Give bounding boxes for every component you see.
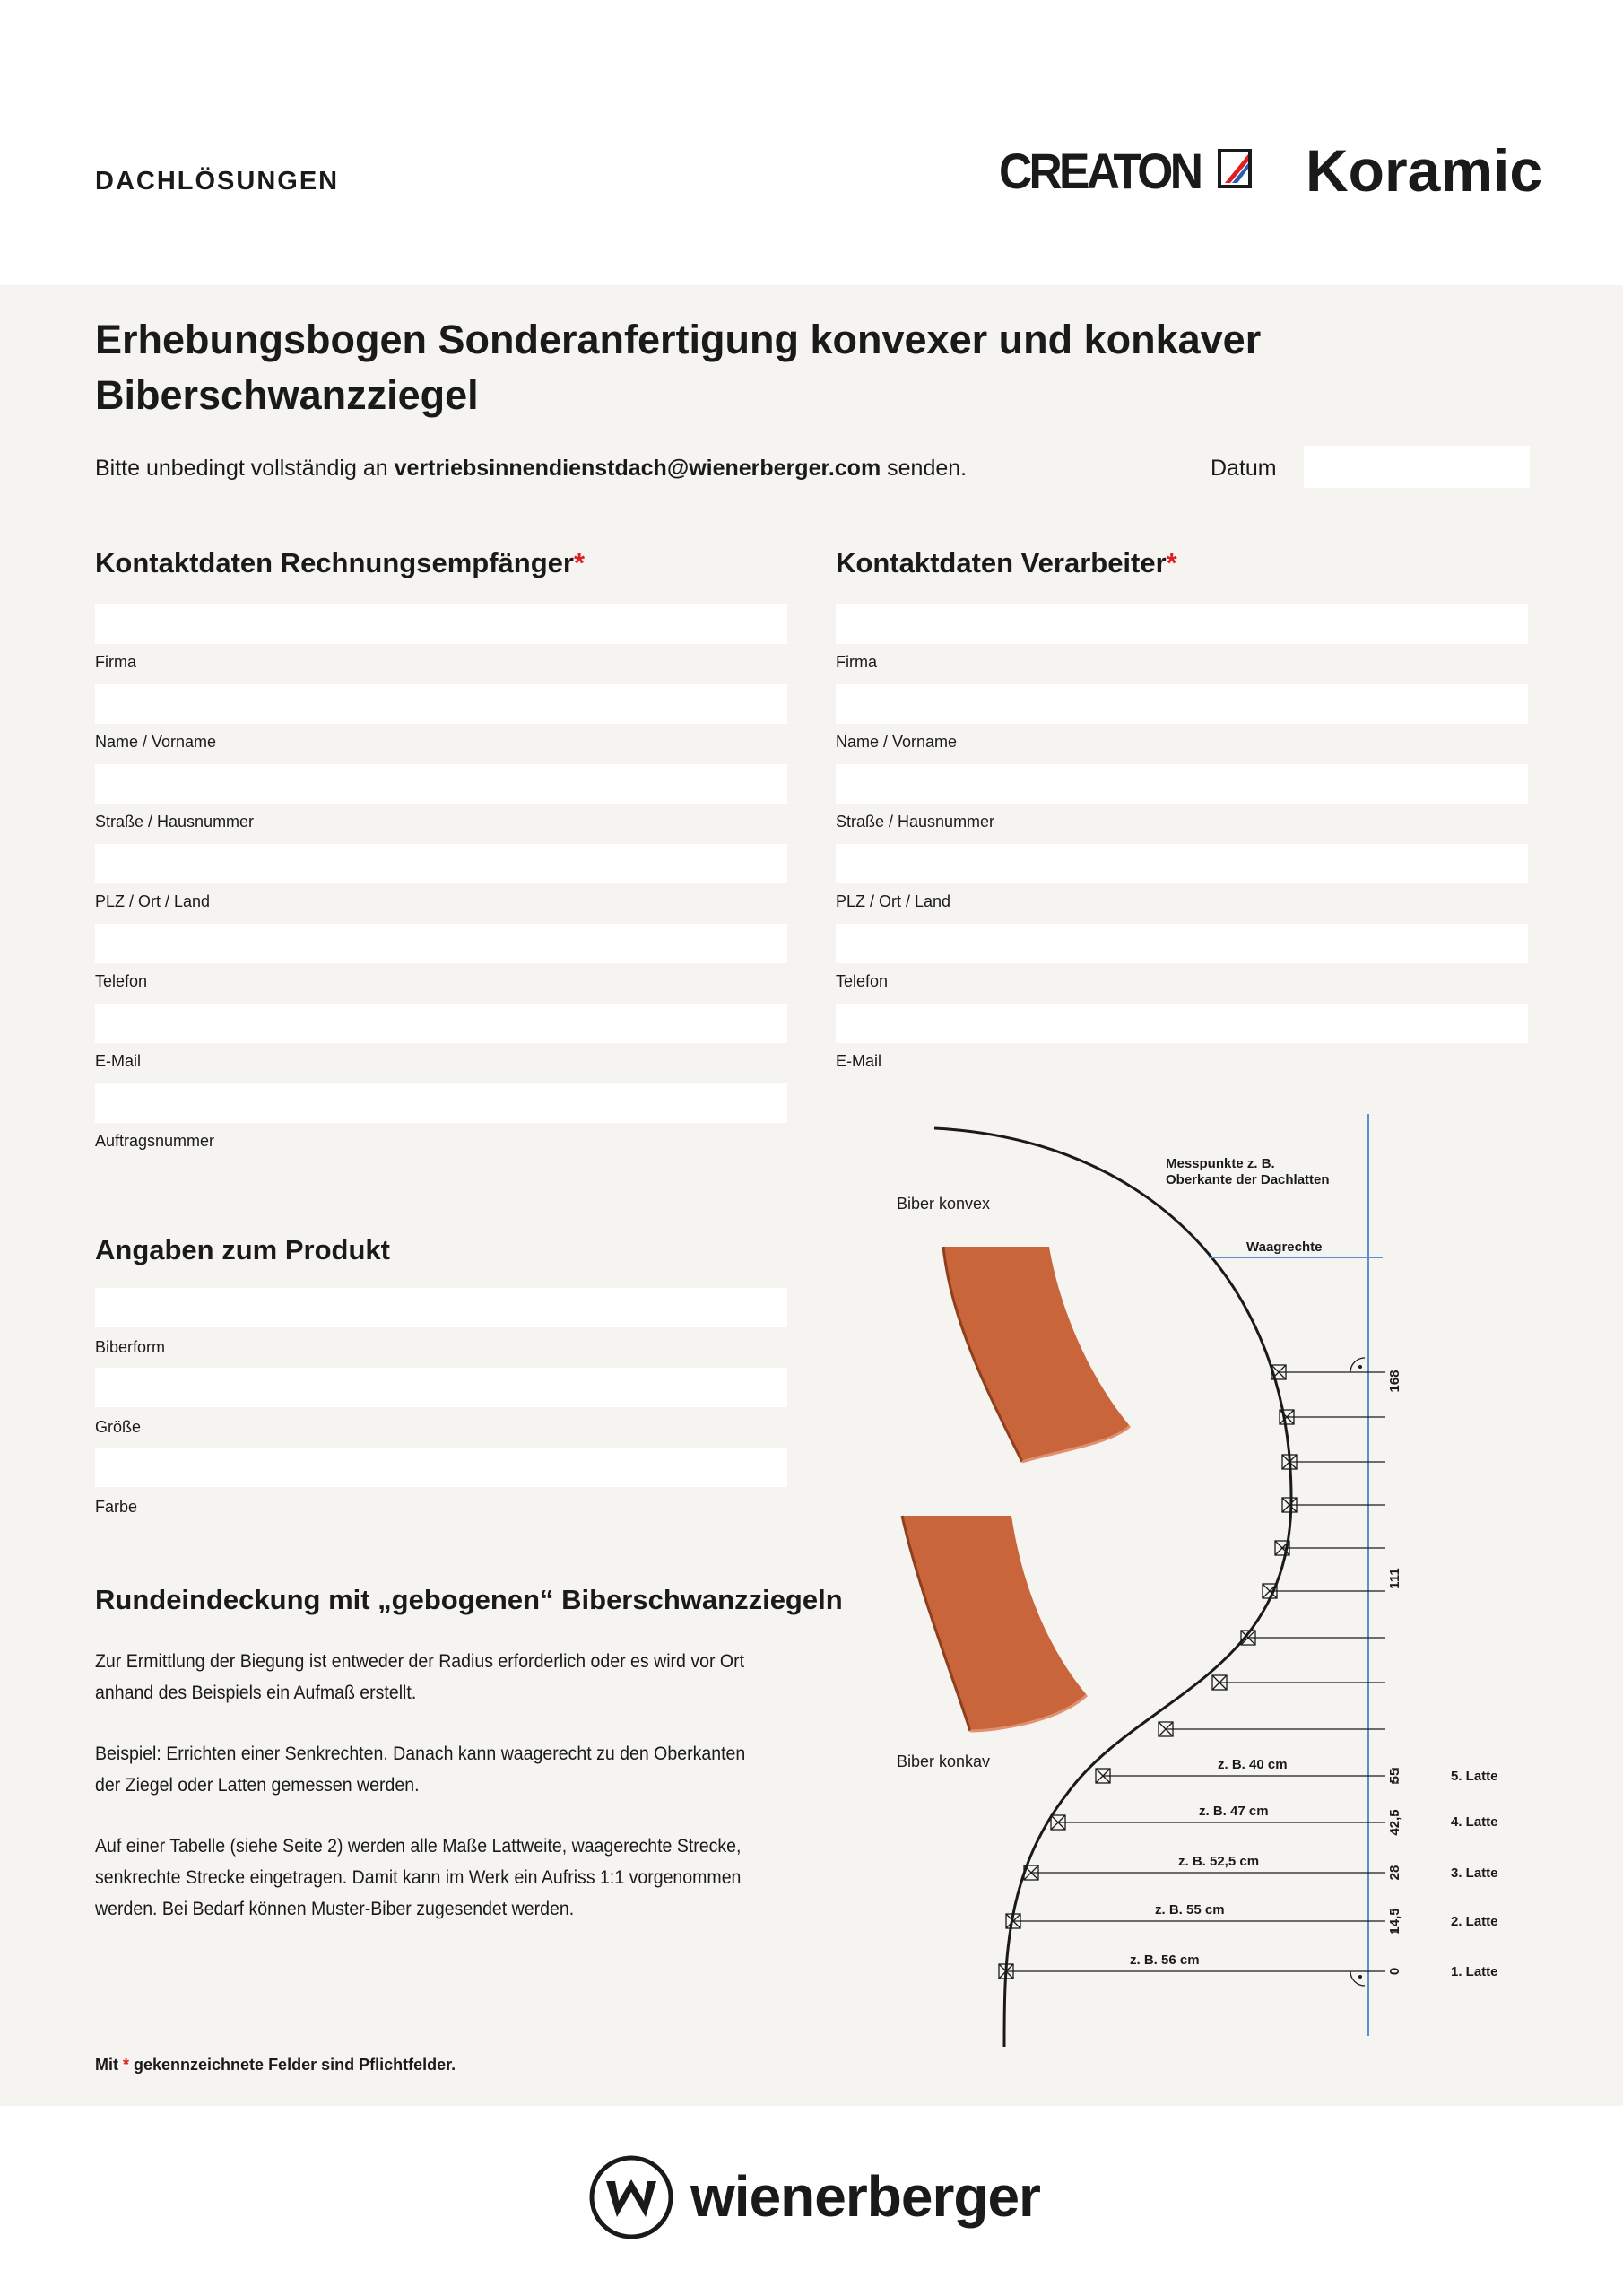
contact-email[interactable]: vertriebsinnendienstdach@wienerberger.com xyxy=(394,456,881,481)
processor-firma-label: Firma xyxy=(836,653,877,671)
processor-name-input[interactable] xyxy=(836,684,1528,724)
processor-street-input[interactable] xyxy=(836,764,1528,804)
processor-email-input[interactable] xyxy=(836,1004,1528,1043)
processor-city-label: PLZ / Ort / Land xyxy=(836,892,951,910)
billing-street-label: Straße / Hausnummer xyxy=(95,813,255,831)
billing-firma-label: Firma xyxy=(95,653,136,671)
product-color-label: Farbe xyxy=(95,1498,138,1516)
billing-phone-label: Telefon xyxy=(95,972,148,990)
concave-tile-image xyxy=(902,1516,1087,1731)
billing-city-label: PLZ / Ort / Land xyxy=(95,892,211,910)
billing-city-input[interactable] xyxy=(95,844,787,883)
processor-phone-input[interactable] xyxy=(836,924,1528,963)
billing-firma-input[interactable] xyxy=(95,604,787,644)
side-value-111: 111 xyxy=(1387,1568,1402,1589)
creaton-logo: CREATON xyxy=(999,143,1201,199)
koramic-logo: Koramic xyxy=(1306,137,1543,204)
category-label: DACHLÖSUNGEN xyxy=(95,167,340,196)
bending-diagram xyxy=(861,1103,1506,2054)
side-value-14-5: 14,5 xyxy=(1387,1908,1402,1935)
product-form-input[interactable] xyxy=(95,1288,787,1327)
round-paragraph-1: Zur Ermittlung der Biegung ist entweder der Radius erforderlich oder es wird vor Ort anhand des Beispiels ein Aufmaß erstellt. xyxy=(95,1651,745,1703)
measure-distance-1: z. B. 56 cm xyxy=(1130,1952,1200,1968)
product-heading: Angaben zum Produkt xyxy=(95,1234,390,1265)
latte-label-4: 4. Latte xyxy=(1451,1814,1498,1830)
mandatory-note: Mit * gekennzeichnete Felder sind Pflichtfelder. xyxy=(95,2056,456,2074)
billing-phone-input[interactable] xyxy=(95,924,787,963)
datum-label: Datum xyxy=(1211,456,1277,481)
creaton-mark-icon xyxy=(1218,149,1254,188)
processor-email-label: E-Mail xyxy=(836,1052,882,1070)
billing-name-label: Name / Vorname xyxy=(95,733,217,751)
processor-heading: Kontaktdaten Verarbeiter* xyxy=(836,547,1177,578)
side-value-168: 168 xyxy=(1387,1370,1402,1393)
measure-distance-3: z. B. 52,5 cm xyxy=(1178,1854,1260,1869)
wienerberger-wordmark: wienerberger xyxy=(690,2164,1040,2229)
billing-street-input[interactable] xyxy=(95,764,787,804)
round-paragraph-3: Auf einer Tabelle (siehe Seite 2) werden alle Maße Lattweite, waagerechte Strecke, senkrechte Strecke eingetragen. Damit kann im Werk ein Aufriss 1:1 vorgenommen werden. Bei Bedarf können Muster-Biber zugesendet werden. xyxy=(95,1836,742,1919)
billing-name-input[interactable] xyxy=(95,684,787,724)
round-paragraph-2: Beispiel: Errichten einer Senkrechten. Danach kann waagerecht zu den Oberkanten der Ziegel oder Latten gemessen werden. xyxy=(95,1744,746,1796)
billing-order-input[interactable] xyxy=(95,1083,787,1123)
processor-name-label: Name / Vorname xyxy=(836,733,958,751)
convex-label: Biber konvex xyxy=(897,1195,991,1213)
product-size-input[interactable] xyxy=(95,1368,787,1407)
horizontal-label: Waagrechte xyxy=(1246,1239,1323,1255)
processor-city-input[interactable] xyxy=(836,844,1528,883)
product-color-input[interactable] xyxy=(95,1448,787,1487)
measure-distance-4: z. B. 47 cm xyxy=(1199,1804,1269,1819)
convex-tile-image xyxy=(943,1247,1130,1462)
measure-distance-5: z. B. 40 cm xyxy=(1218,1757,1288,1772)
side-value-55: 55 xyxy=(1387,1768,1402,1784)
product-form-label: Biberform xyxy=(95,1338,166,1356)
billing-email-input[interactable] xyxy=(95,1004,787,1043)
latte-label-2: 2. Latte xyxy=(1451,1914,1498,1929)
billing-heading: Kontaktdaten Rechnungsempfänger* xyxy=(95,547,586,578)
latte-label-1: 1. Latte xyxy=(1451,1964,1498,1979)
concave-label: Biber konkav xyxy=(897,1752,991,1770)
product-size-label: Größe xyxy=(95,1418,142,1436)
latte-label-5: 5. Latte xyxy=(1451,1769,1498,1784)
note-line-1: Messpunkte z. B. xyxy=(1166,1156,1275,1171)
wienerberger-logo-icon xyxy=(588,2154,674,2240)
side-value-0: 0 xyxy=(1387,1967,1402,1976)
right-angle-mark-bottom xyxy=(1350,1971,1365,1986)
note-line-2: Oberkante der Dachlatten xyxy=(1166,1172,1330,1187)
processor-firma-input[interactable] xyxy=(836,604,1528,644)
page-title: Erhebungsbogen Sonderanfertigung konvexer und konkaver Biberschwanzziegel xyxy=(95,317,1262,418)
intro-text: Bitte unbedingt vollständig an vertriebsinnendienstdach@wienerberger.com senden. xyxy=(95,456,968,481)
processor-street-label: Straße / Hausnummer xyxy=(836,813,995,831)
processor-phone-label: Telefon xyxy=(836,972,889,990)
side-value-28: 28 xyxy=(1387,1865,1402,1881)
round-heading: Rundeindeckung mit „gebogenen“ Biberschwanzziegeln xyxy=(95,1584,843,1615)
latte-label-3: 3. Latte xyxy=(1451,1866,1498,1881)
measure-distance-2: z. B. 55 cm xyxy=(1155,1902,1225,1918)
billing-email-label: E-Mail xyxy=(95,1052,142,1070)
side-value-42-5: 42,5 xyxy=(1387,1809,1402,1836)
right-angle-mark-top xyxy=(1350,1358,1365,1372)
datum-input[interactable] xyxy=(1304,446,1530,488)
billing-order-label: Auftragsnummer xyxy=(95,1132,215,1150)
